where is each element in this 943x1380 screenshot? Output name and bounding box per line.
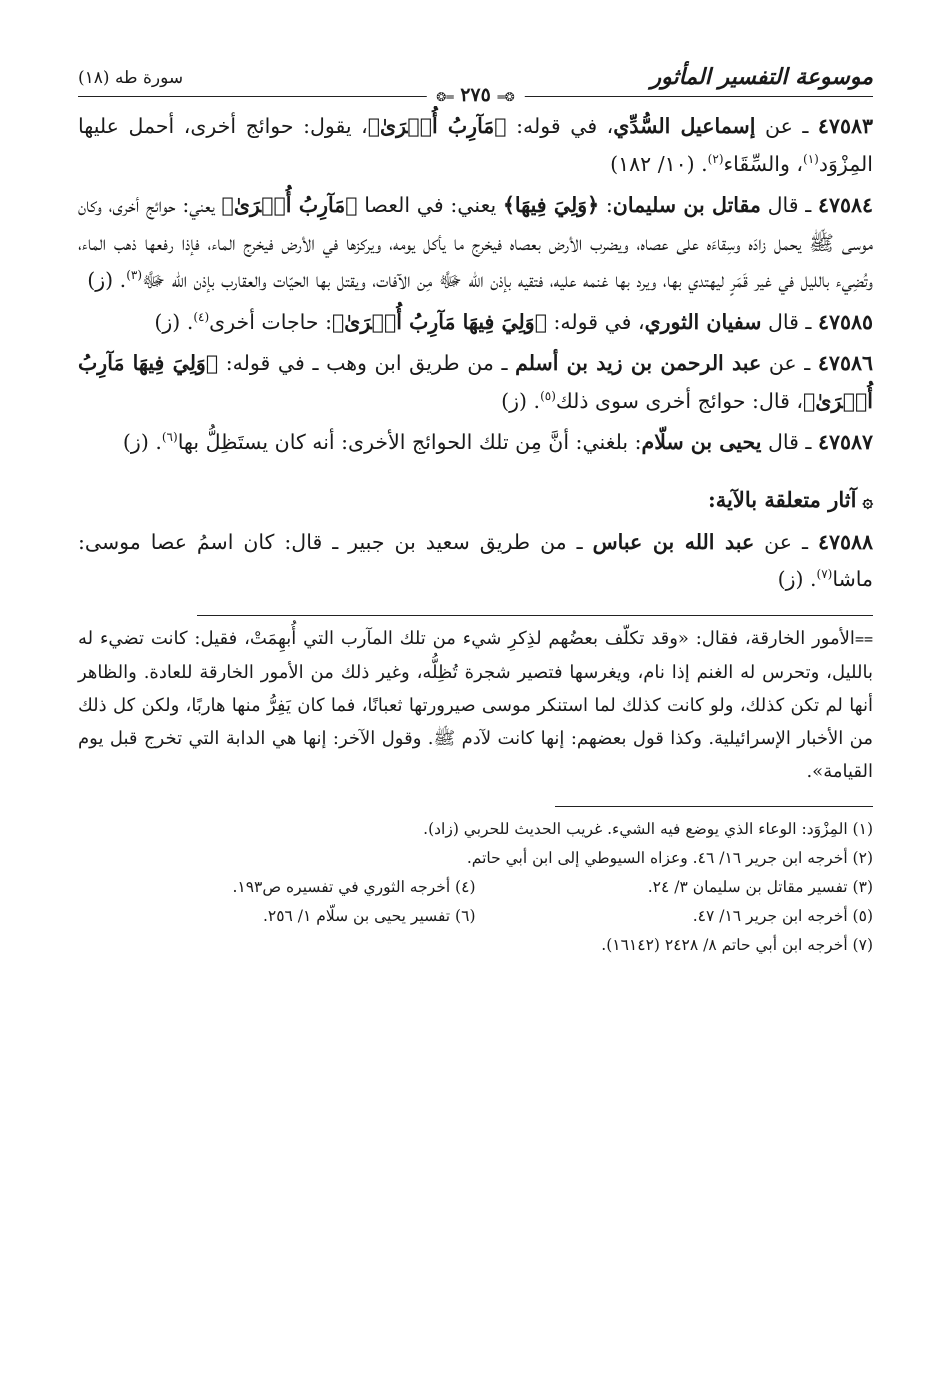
- quran-quote: ﴿وَلِيَ فِيهَا مَآرِبُ أُخۡرَىٰ﴾: [78, 351, 873, 413]
- narration-number: ٤٧٥٨٣: [817, 114, 873, 138]
- text: ـ من طريق ابن وهب ـ في قوله:: [218, 351, 516, 375]
- footnote-ref: (٢): [707, 151, 724, 166]
- narration-number: ٤٧٥٨٧: [817, 430, 873, 454]
- narrator-name: مقاتل بن سليمان: [612, 193, 761, 217]
- narration-entry: [78, 187, 873, 300]
- footnote-ref: (٤): [193, 309, 210, 324]
- text: . (ز): [154, 309, 194, 334]
- text: ـ عن: [754, 529, 818, 554]
- footnote: (٥) أخرجه ابن جرير ١٦/ ٤٧.: [692, 906, 873, 925]
- narration-entry: [78, 345, 873, 420]
- narration-entry: [78, 424, 873, 462]
- text: يعني: في العصا: [357, 193, 503, 217]
- narration-entry: [78, 108, 873, 183]
- narration-number: ٤٧٥٨٤: [817, 193, 873, 217]
- narration-entry: [78, 304, 873, 342]
- book-title: موسوعة التفسير المأثور: [650, 64, 873, 90]
- footnote: (٦) تفسير يحيى بن سلّام ١/ ٢٥٦.: [262, 906, 476, 925]
- text: ، قال: حوائج أخرى سوى ذلك: [555, 388, 804, 413]
- footnote-continuation: [78, 622, 873, 788]
- narrator-name: إسماعيل السُّدِّي: [613, 114, 756, 138]
- quran-quote: ﴿وَلِيَ فِيهَا مَآرِبُ أُخۡرَىٰ﴾: [331, 309, 547, 334]
- text: يعني: حوائج أخرى، وكان موسى ﷺ يحمل زادَه وسِقاءَه على عصاه، ويضرب الأرض بعصاه فيخرج ما يأكل يومه، ويركزها في الأرض فيخرج الماء، فإذا رفعها ذهب الماء، وتُضِيء بالليل في غير قَمَرٍ ليهتدي بها، ويرد بها غنمه عليه، فتقيه بإذن الله ﷻ مِن الآفات، ويقتل بها الحيّات والعقارب بإذن الله ﷻ: [78, 193, 873, 292]
- text: ، يقول: حوائج أخرى، أحمل عليها المِزْوَد: [78, 114, 873, 176]
- text: . (ز): [87, 268, 127, 292]
- footnote-ref: (٥): [540, 388, 556, 403]
- text: ـ عن: [761, 351, 818, 375]
- quran-quote: ﴿مَآرِبُ أُخۡرَىٰ﴾: [221, 193, 358, 217]
- main-text: [78, 108, 873, 960]
- quran-quote: ﴿وَلِيَ فِيهَا﴾: [502, 193, 600, 217]
- footnote: (٣) تفسير مقاتل بن سليمان ٣/ ٢٤.: [647, 877, 873, 896]
- text: ـ قال: [760, 193, 818, 217]
- text: ، في قوله:: [506, 114, 614, 138]
- narrator-name: عبد الله بن عباس: [592, 529, 755, 554]
- section-heading-text: آثار متعلقة بالآية:: [707, 486, 857, 512]
- text: ـ قال: [761, 309, 818, 334]
- page-header: [78, 60, 873, 106]
- ornament-star-icon: ۞: [862, 490, 873, 512]
- ornament-icon: ═❂: [436, 90, 454, 104]
- footnote-ref: (٧): [816, 567, 833, 582]
- narrator-name: يحيى بن سلّام: [641, 430, 762, 454]
- footnote: (٢) أخرجه ابن جرير ١٦/ ٤٦. وعزاه السيوطي إلى ابن أبي حاتم.: [466, 848, 873, 867]
- text: ـ قال: [761, 430, 818, 454]
- footnote-ref: (٣): [126, 268, 143, 283]
- text: : حاجات أخرى: [209, 309, 332, 334]
- text: . (ز): [777, 567, 817, 591]
- narrator-name: سفيان الثوري: [644, 309, 762, 334]
- page: [78, 60, 873, 960]
- page-number: [426, 84, 524, 106]
- footnote-divider: [555, 806, 873, 807]
- narrator-name: عبد الرحمن بن زيد بن أسلم: [515, 351, 762, 375]
- text: . (ز): [501, 388, 541, 413]
- page-number-value: ٢٧٥: [460, 84, 491, 106]
- text: ، والسِّقَاء: [723, 151, 804, 176]
- ornament-icon: ❂═: [497, 90, 515, 104]
- text: ـ من طريق سعيد بن جبير ـ قال: كان اسمُ عصا موسى: ماشا: [78, 529, 873, 591]
- footnote: (٤) أخرجه الثوري في تفسيره ص١٩٣.: [232, 877, 476, 896]
- text: : بلغني: أنَّ مِن تلك الحوائج الأخرى: أنه كان يستَظِلُّ بها: [177, 430, 642, 454]
- quran-quote: ﴿مَآرِبُ أُخۡرَىٰ﴾: [367, 114, 507, 138]
- footnote-divider: [197, 615, 873, 616]
- footnote-ref: (٦): [161, 430, 178, 445]
- section-heading: [78, 482, 873, 520]
- text: ، في قوله:: [547, 309, 645, 334]
- surah-label: سورة طه (١٨): [78, 68, 184, 88]
- text: . (ز): [122, 430, 162, 454]
- narration-entry: [78, 524, 873, 599]
- text: :: [599, 193, 613, 217]
- continuation-text: الأمور الخارقة، فقال: «وقد تكلّف بعضُهم لذِكرِ شيء من تلك المآرب التي أُبهِمَتْ، فقيل: كانت تضيء له بالليل، وتحرس له الغنم إذا نام، ويغرسها فتصير شجرة تُظِلُّه، وغير ذلك من الأمور الخارقة للعادة. والظاهر أنها لم تكن كذلك، ولو كانت كذلك لما استنكر موسى صيرورتها ثعبانًا، فما كان يَفِرُّ منها هاربًا، ولكن كل ذلك من الأخبار الإسرائيلية. وكذا قول بعضهم: إنها كانت لآدم ﷺ. وقول الآخر: إنها هي الدابة التي تخرج قبل يوم القيامة».: [78, 627, 873, 782]
- footnote-row: [78, 873, 873, 902]
- footnote: (١) المِزْوَد: الوعاء الذي يوضع فيه الشيء. غريب الحديث للحربي (زاد).: [423, 819, 873, 838]
- footnote-ref: (١): [803, 151, 819, 166]
- footnotes: [78, 815, 873, 960]
- narration-number: ٤٧٥٨٦: [817, 351, 873, 375]
- narration-number: ٤٧٥٨٥: [817, 309, 873, 334]
- text: . (١٠/ ١٨٢): [610, 151, 708, 176]
- narration-number: ٤٧٥٨٨: [817, 529, 873, 554]
- continuation-marker: ==: [854, 629, 873, 648]
- footnote: (٧) أخرجه ابن أبي حاتم ٨/ ٢٤٢٨ (١٦١٤٢).: [601, 935, 873, 954]
- text: ـ عن: [755, 114, 818, 138]
- footnote-row: [78, 902, 873, 931]
